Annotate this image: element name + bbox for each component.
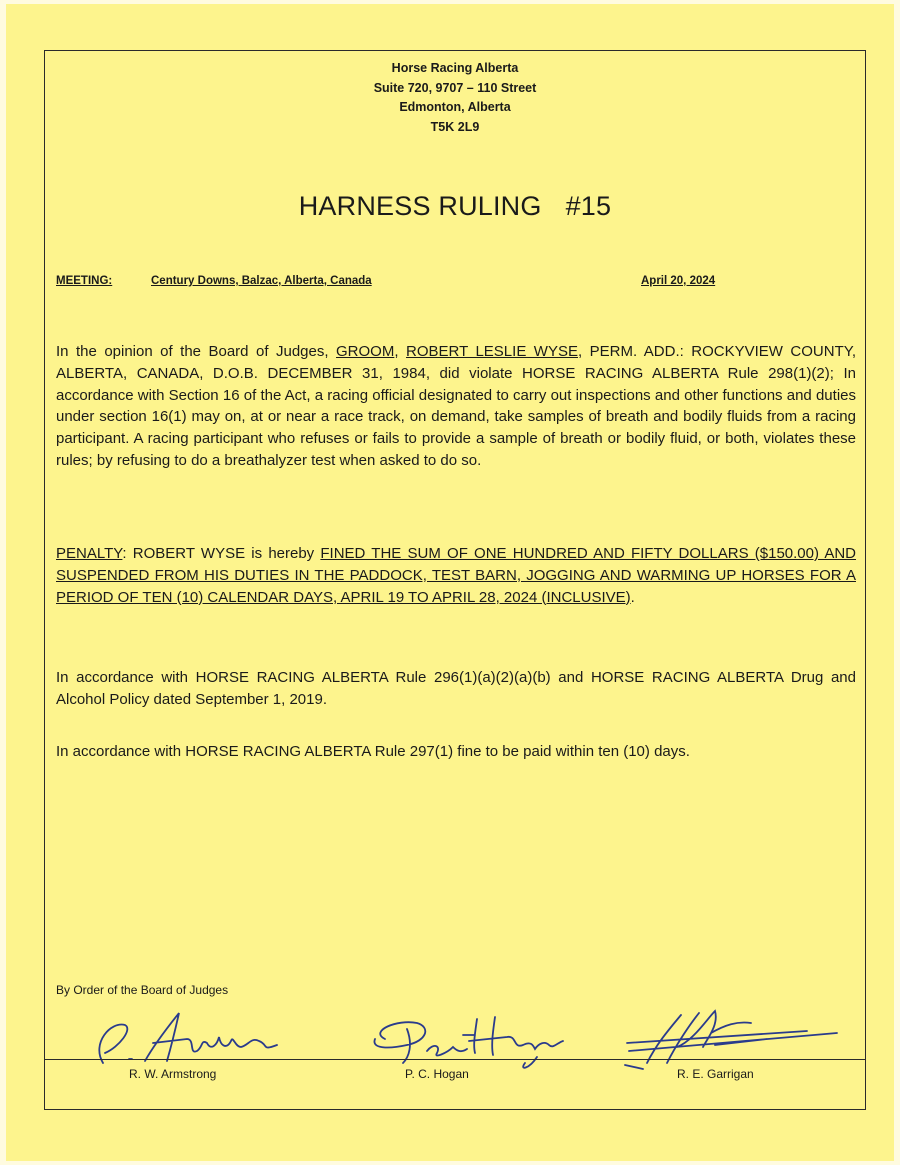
meeting-label: MEETING: bbox=[56, 275, 113, 287]
ruling-number: #15 bbox=[565, 191, 612, 221]
opinion-paragraph: In the opinion of the Board of Judges, GROOM, ROBERT LESLIE WYSE, PERM. ADD.: ROCKYVIEW COUNTY, ALBERTA, CANADA, D.O.B. DECEMBER 31, 1984, did violate HORSE RACING ALBERTA Rule 298(1)(2); In accordance with Section 16 of the Act, a racing official designated to carry out inspections and other functions and duties under section 16(1) may on, at or near a race track, on demand, take samples of breath and bodily fluids from a racing participant. A racing participant who refuses or fails to provide a sample of breath or bodily fluid, or both, violates these rules; by refusing to do a breathalyzer test when asked to do so. bbox=[56, 343, 856, 469]
opinion-intro: In the opinion of the Board of Judges, bbox=[56, 343, 329, 360]
letterhead bbox=[45, 59, 865, 137]
signature-hogan bbox=[367, 1005, 597, 1075]
opinion-role: GROOM bbox=[336, 343, 395, 360]
board-order: By Order of the Board of Judges bbox=[56, 983, 229, 997]
ruling-title-text: HARNESS RULING bbox=[298, 191, 542, 221]
opinion-body: , PERM. ADD.: ROCKYVIEW COUNTY, ALBERTA, CANADA, D.O.B. DECEMBER 31, 1984, did violate HORSE RACING ALBERTA Rule 298(1)(2); In accordance with Section 16 of the Act, a racing official designated to carry out inspections and other functions and duties under section 16(1) may on, at or near a race track, on demand, take samples of breath and bodily fluids from a racing participant. A racing participant who refuses or fails to provide a sample of breath or bodily fluid, or both, violates these rules; by refusing to do a breathalyzer test when asked to do so. bbox=[56, 343, 856, 469]
meeting-date: April 20, 2024 bbox=[641, 275, 716, 287]
accordance-paragraph-1: In accordance with HORSE RACING ALBERTA Rule 296(1)(a)(2)(a)(b) and HORSE RACING ALBERTA Drug and Alcohol Policy dated September 1, 2019. bbox=[56, 669, 856, 708]
ruling-title bbox=[45, 191, 865, 222]
signatory-garrigan: R. E. Garrigan bbox=[677, 1067, 754, 1081]
street-address: Suite 720, 9707 – 110 Street bbox=[373, 80, 537, 95]
postal-code: T5K 2L9 bbox=[430, 119, 480, 134]
signatory-hogan: P. C. Hogan bbox=[405, 1067, 469, 1081]
org-name: Horse Racing Alberta bbox=[391, 61, 519, 75]
city: Edmonton, Alberta bbox=[399, 100, 511, 114]
penalty-label: PENALTY bbox=[56, 545, 123, 562]
penalty-end: . bbox=[630, 588, 635, 606]
opinion-name: ROBERT LESLIE WYSE bbox=[406, 343, 578, 360]
ruling-document bbox=[6, 4, 894, 1161]
signatory-armstrong: R. W. Armstrong bbox=[129, 1067, 217, 1081]
signature-line bbox=[45, 1059, 865, 1060]
document-frame bbox=[44, 50, 866, 1110]
meeting-location: Century Downs, Balzac, Alberta, Canada bbox=[151, 275, 372, 287]
penalty-text: : ROBERT WYSE is hereby bbox=[122, 545, 315, 562]
signature-armstrong bbox=[83, 1003, 293, 1073]
penalty-terms: FINED THE SUM OF ONE HUNDRED AND FIFTY DOLLARS ($150.00) AND SUSPENDED FROM HIS DUTIES IN THE PADDOCK, TEST BARN, JOGGING AND WARMING UP HORSES FOR A PERIOD OF TEN (10) CALENDAR DAYS, APRIL 19 TO APRIL 28, 2024 (INCLUSIVE) bbox=[56, 545, 857, 606]
accordance-paragraph-2: In accordance with HORSE RACING ALBERTA Rule 297(1) fine to be paid within ten (10) days. bbox=[56, 743, 690, 760]
signature-garrigan bbox=[607, 1003, 857, 1073]
penalty-paragraph bbox=[56, 543, 856, 608]
